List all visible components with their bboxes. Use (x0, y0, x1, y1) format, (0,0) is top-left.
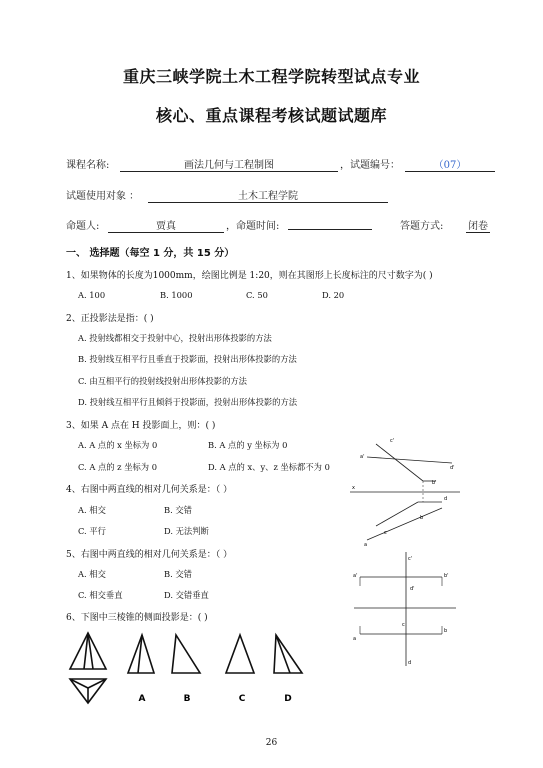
q6-figure (62, 627, 314, 709)
q4-line-cd-top (376, 502, 418, 526)
q5-label-b: b (444, 628, 448, 634)
section-heading: 一、 选择题（每空 1 分，共 15 分） (66, 248, 235, 259)
q5-figure (350, 550, 456, 668)
q5-option-d: D. 交错垂直 (164, 590, 209, 600)
q4-label-c: c (384, 530, 387, 536)
q3-option-d: D. A 点的 x、y、z 坐标都不为 0 (208, 462, 330, 472)
target-label: 试题使用对象 ： (66, 191, 140, 202)
option-d-label: D (284, 694, 292, 704)
q5-option-b: B. 交错 (164, 569, 192, 579)
q4-label-a: a (364, 542, 368, 548)
q2-option-b: B. 投射线互相平行且垂直于投影面，投射出形体投影的方法 (78, 354, 297, 364)
q1-option-d: D. 20 (322, 290, 345, 300)
mode-label: 答题方式: (400, 221, 444, 232)
q5-label-d-prime: d' (410, 586, 415, 592)
q4-option-b: B. 交错 (164, 505, 192, 515)
page-title-line1: 重庆三峡学院土木工程学院转型试点专业 (122, 67, 420, 86)
q1-option-b: B. 1000 (160, 290, 193, 300)
q5-label-b-prime: b' (444, 573, 449, 579)
time-label: ，命题时间: (226, 221, 280, 232)
question-4: 4、右图中两直线的相对几何关系是：（ ） (66, 485, 233, 495)
q4-line-ab-top (367, 508, 442, 540)
q4-option-c: C. 平行 (78, 526, 106, 536)
q1-option-c: C. 50 (246, 290, 268, 300)
q4-figure (350, 436, 460, 548)
option-c-label: C (238, 694, 246, 704)
q5-label-c: c (402, 622, 405, 628)
q4-label-x: x (352, 485, 355, 491)
q4-label-a-prime: a' (360, 454, 365, 460)
q5-option-a: A. 相交 (78, 569, 106, 579)
q4-line-cd-front (376, 444, 423, 481)
code-label: ，试题编号： (340, 160, 400, 171)
q4-label-d: d (444, 496, 448, 502)
q5-label-a: a (353, 636, 357, 642)
page-title-line2: 核心、重点课程考核试题试题库 (155, 106, 387, 125)
q5-option-c: C. 相交垂直 (78, 590, 123, 600)
q4-option-a: A. 相交 (78, 505, 106, 515)
q4-label-c-prime: c' (390, 438, 395, 444)
q2-option-a: A. 投射线都相交于投射中心，投射出形体投影的方法 (78, 333, 272, 343)
question-6: 6、下图中三棱锥的侧面投影是：( ) (66, 613, 208, 623)
q4-option-d: D. 无法判断 (164, 526, 209, 536)
q2-option-d: D. 投射线互相平行且倾斜于投影面，投射出形体投影的方法 (78, 397, 298, 407)
q4-label-d-prime: d' (450, 465, 455, 471)
code-value: （07） (405, 156, 495, 172)
q3-option-c: C. A 点的 z 坐标为 0 (78, 462, 158, 472)
question-5: 5、右图中两直线的相对几何关系是：（ ） (66, 550, 233, 560)
author-value: 贾真 (108, 217, 224, 233)
q4-label-b: b (420, 515, 424, 521)
course-value: 画法几何与工程制图 (120, 156, 338, 172)
author-label: 命题人: (66, 221, 100, 232)
q4-line-ab-front (367, 457, 452, 463)
q5-label-c-prime: c' (408, 556, 413, 562)
course-label: 课程名称: (66, 160, 110, 171)
q4-label-b-prime: b' (432, 480, 437, 486)
option-a-label: A (138, 694, 146, 704)
question-2: 2、正投影法是指：( ) (66, 314, 154, 324)
page-number: 26 (265, 738, 278, 748)
time-value (288, 217, 372, 230)
q2-option-c: C. 由互相平行的投射线投射出形体投影的方法 (78, 376, 247, 386)
q3-option-b: B. A 点的 y 坐标为 0 (208, 440, 288, 450)
q5-label-a-prime: a' (353, 573, 358, 579)
target-value: 土木工程学院 (148, 187, 388, 203)
question-3: 3、如果 A 点在 H 投影面上，则：( ) (66, 421, 216, 431)
q1-option-a: A. 100 (78, 290, 106, 300)
q3-option-a: A. A 点的 x 坐标为 0 (78, 440, 158, 450)
mode-value: 闭卷 (466, 217, 490, 233)
question-1: 1、如果物体的长度为1000mm，绘图比例是 1:20，则在其图形上长度标注的尺寸数字为( ) (66, 271, 433, 281)
q5-label-d: d (408, 660, 412, 666)
option-b-label: B (183, 694, 191, 704)
